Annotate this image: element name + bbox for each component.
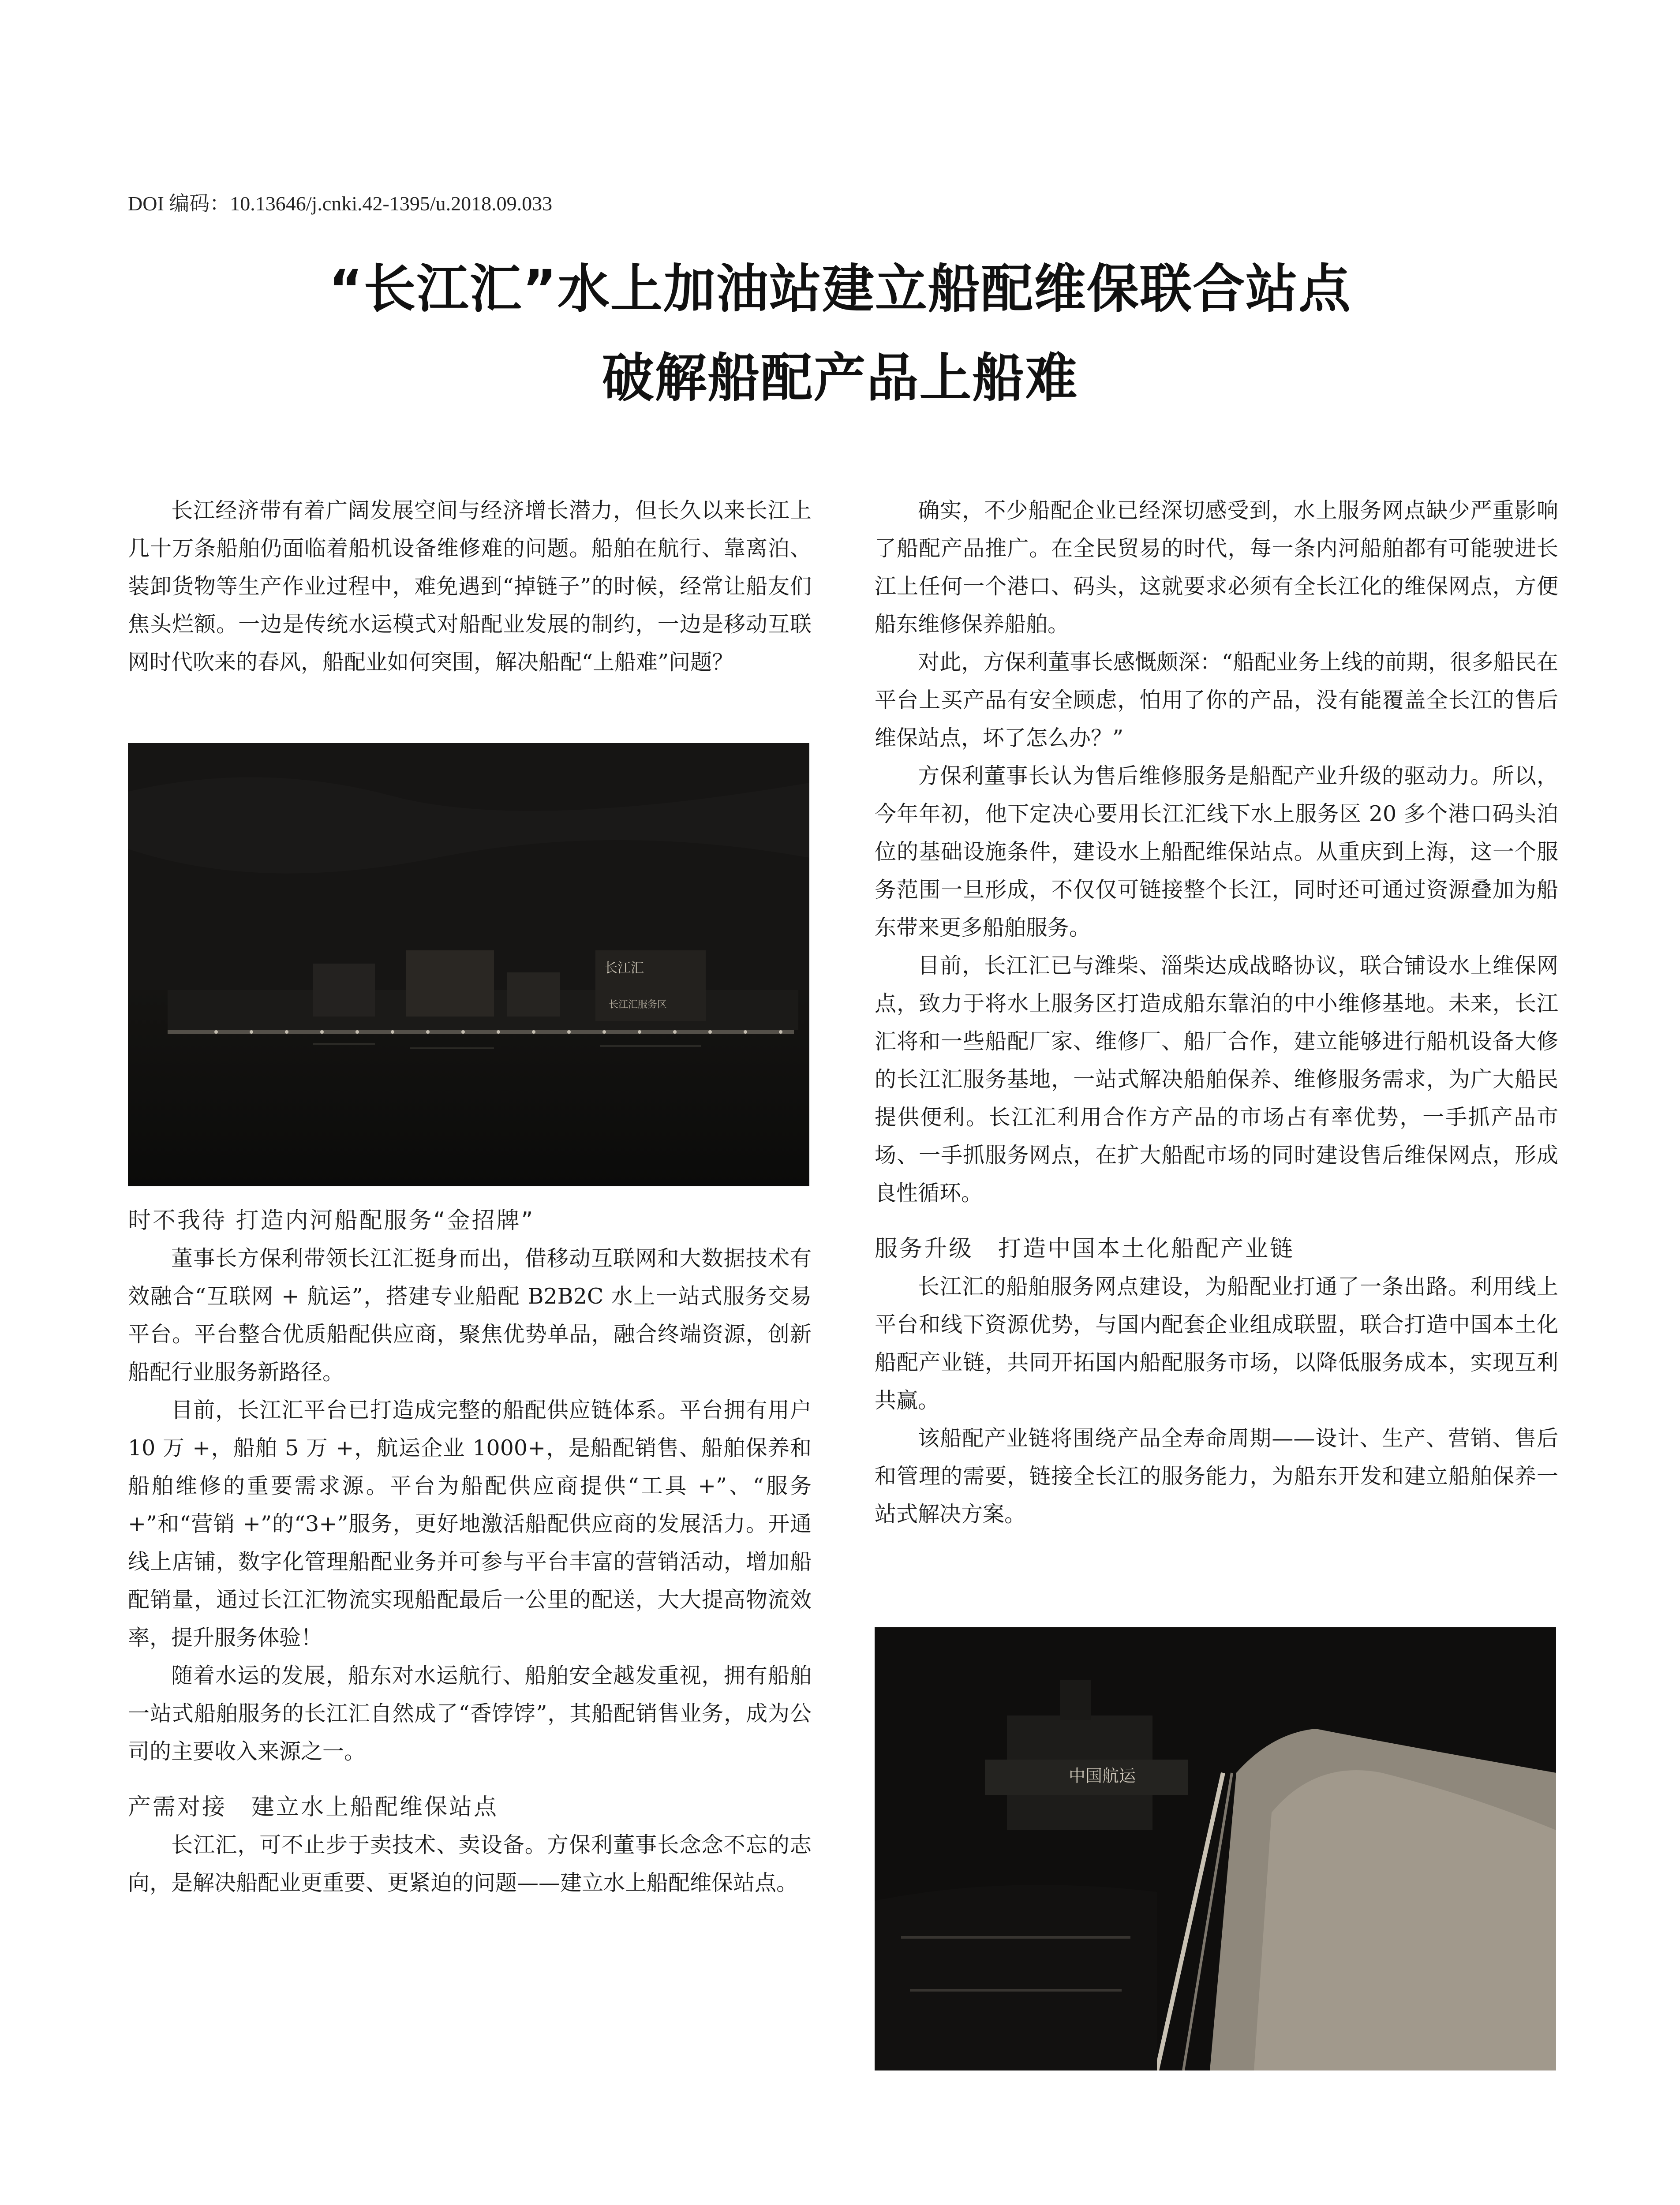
right-column bbox=[875, 492, 1558, 1533]
right-paragraph-3: 方保利董事长认为售后维修服务是船配产业升级的驱动力。所以，今年年初，他下定决心要用长江汇线下水上服务区 20 多个港口码头泊位的基础设施条件，建设水上船配维保站点。从重庆到上海，这一个服务范围一旦形成，不仅仅可链接整个长江，同时还可通过资源叠加为船东带来更多船舶服务。 bbox=[875, 763, 1558, 940]
right-paragraph-5: 长江汇的船舶服务网点建设，为船配业打通了一条出路。利用线上平台和线下资源优势，与国内配套企业组成联盟，联合打造中国本土化船配产业链，共同开拓国内船配服务市场，以降低服务成本，实现互利共赢。 bbox=[875, 1274, 1558, 1413]
left-paragraph-4: 长江汇，可不止步于卖技术、卖设备。方保利董事长念念不忘的志向，是解决船配业更重要、更紧迫的问题——建立水上船配维保站点。 bbox=[128, 1832, 812, 1895]
night-river-photo bbox=[128, 743, 809, 1186]
left-column-top bbox=[128, 492, 812, 681]
right-paragraph-6: 该船配产业链将围绕产品全寿命周期——设计、生产、营销、售后和管理的需要，链接全长江的服务能力，为船东开发和建立船舶保养一站式解决方案。 bbox=[875, 1426, 1558, 1527]
right-paragraph-2: 对此，方保利董事长感慨颇深：“船配业务上线的前期，很多船民在平台上买产品有安全顾虑，怕用了你的产品，没有能覆盖全长江的售后维保站点，坏了怎么办？” bbox=[875, 650, 1558, 751]
intro-paragraph: 长江经济带有着广阔发展空间与经济增长潜力，但长久以来长江上几十万条船舶仍面临着船机设备维修难的问题。船舶在航行、靠离泊、装卸货物等生产作业过程中，难免遇到“掉链子”的时候，经常让船友们焦头烂额。一边是传统水运模式对船配业发展的制约，一边是移动互联网时代吹来的春风，船配业如何突围，解决船配“上船难”问题？ bbox=[128, 498, 812, 675]
left-paragraph-1: 董事长方保利带领长江汇挺身而出，借移动互联网和大数据技术有效融合“互联网 + 航运”，搭建专业船配 B2B2C 水上一站式服务交易平台。平台整合优质船配供应商，聚焦优势单品，融合终端资源，创新船配行业服务新路径。 bbox=[128, 1246, 812, 1385]
night-river-illustration bbox=[128, 743, 809, 1186]
photo2-sign: 中国航运 bbox=[1069, 1766, 1136, 1786]
photo1-sign-sub: 长江汇服务区 bbox=[609, 999, 667, 1010]
photo1-sign: 长江汇 bbox=[604, 960, 644, 976]
article-title-line1: “长江汇”水上加油站建立船配维保联合站点 bbox=[328, 258, 1352, 319]
article-title-line2: 破解船配产品上船难 bbox=[602, 348, 1078, 408]
left-paragraph-2: 目前，长江汇平台已打造成完整的船配供应链体系。平台拥有用户 10 万 +，船舶 5 万 +，航运企业 1000+，是船配销售、船舶保养和船舶维修的重要需求源。平台为船配供应商提供“工具 +”、“服务 +”和“营销 +”的“3+”服务，更好地激活船配供应商的发展活力。开通线上店铺，数字化管理船配业务并可参与平台丰富的营销活动，增加船配销量，通过长江汇物流实现船配最后一公里的配送，大大提高物流效率，提升服务体验！ bbox=[128, 1398, 812, 1650]
section-heading-3: 服务升级 打造中国本土化船配产业链 bbox=[875, 1236, 1295, 1262]
right-paragraph-1: 确实，不少船配企业已经深切感受到，水上服务网点缺少严重影响了船配产品推广。在全民贸易的时代，每一条内河船舶都有可能驶进长江上任何一个港口、码头，这就要求必须有全长江化的维保网点，方便船东维修保养船舶。 bbox=[875, 498, 1558, 637]
cargo-ship-photo bbox=[875, 1627, 1556, 2070]
left-paragraph-3: 随着水运的发展，船东对水运航行、船舶安全越发重视，拥有船舶一站式船舶服务的长江汇自然成了“香饽饽”，其船配销售业务，成为公司的主要收入来源之一。 bbox=[128, 1663, 812, 1764]
doi-line: DOI 编码：10.13646/j.cnki.42-1395/u.2018.09.033 bbox=[128, 192, 553, 215]
left-column-bottom bbox=[128, 1202, 812, 1902]
section-heading-2: 产需对接 建立水上船配维保站点 bbox=[128, 1794, 499, 1820]
cargo-ship-illustration bbox=[875, 1627, 1556, 2070]
section-heading-1: 时不我待 打造内河船配服务“金招牌” bbox=[128, 1207, 535, 1234]
right-paragraph-4: 目前，长江汇已与潍柴、淄柴达成战略协议，联合铺设水上维保网点，致力于将水上服务区打造成船东靠泊的中小维修基地。未来，长江汇将和一些船配厂家、维修厂、船厂合作，建立能够进行船机设备大修的长江汇服务基地，一站式解决船舶保养、维修服务需求，为广大船民提供便利。长江汇利用合作方产品的市场占有率优势，一手抓产品市场、一手抓服务网点，在扩大船配市场的同时建设售后维保网点，形成良性循环。 bbox=[875, 953, 1558, 1206]
